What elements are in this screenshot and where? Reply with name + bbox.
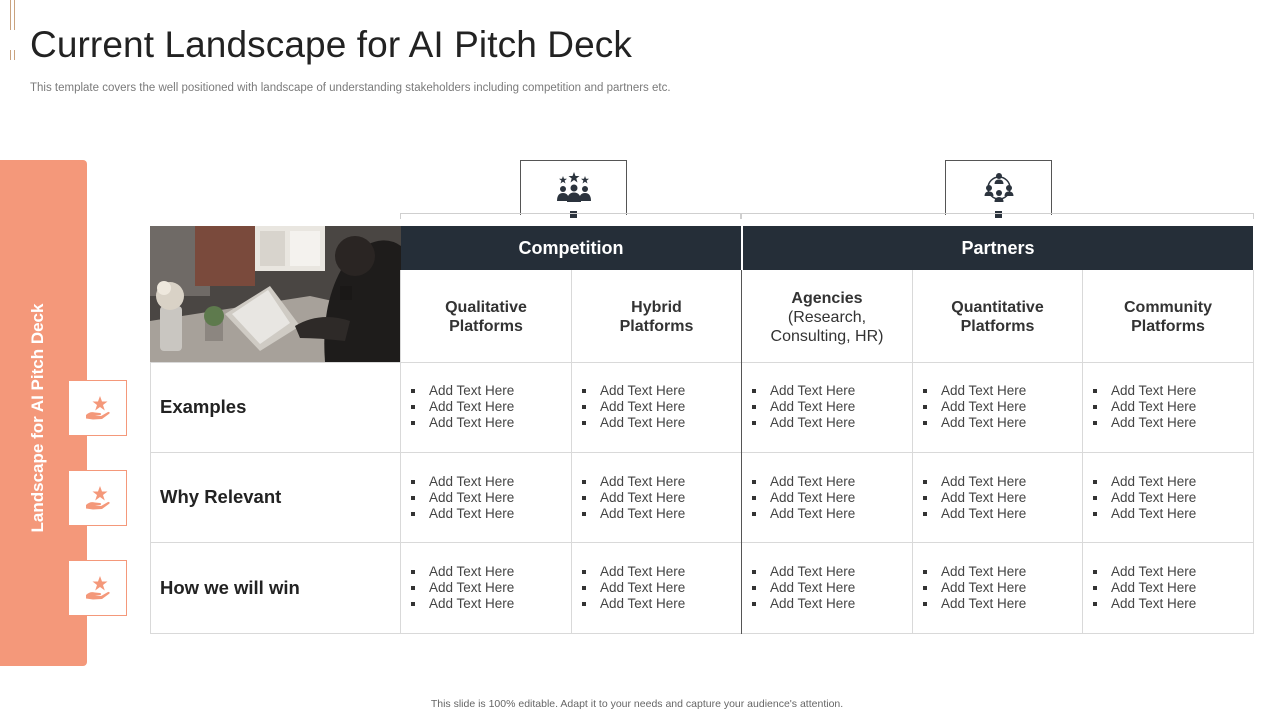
grid-line <box>150 362 151 634</box>
table-cell <box>1091 362 1241 452</box>
row-label-how-we-will-win: How we will win <box>160 577 300 598</box>
bullet-icon <box>752 586 756 590</box>
column-header-qualitative <box>401 272 571 362</box>
column-header-agencies <box>742 272 912 362</box>
bullet-icon <box>752 405 756 409</box>
column-header-line: Quantitative <box>951 299 1044 316</box>
bullet-icon <box>923 405 927 409</box>
bullet-item: Add Text Here <box>921 383 1071 399</box>
grid-line <box>150 633 1254 634</box>
group-header-competition <box>401 226 741 270</box>
row-label-examples: Examples <box>160 396 247 417</box>
bullet-icon <box>752 421 756 425</box>
hand-star-icon <box>83 393 113 423</box>
bullet-item: Add Text Here <box>1091 399 1241 415</box>
bullet-item: Add Text Here <box>750 415 900 431</box>
bullet-icon <box>923 586 927 590</box>
bullet-item: Add Text Here <box>750 596 900 612</box>
row-icon-examples <box>68 380 127 436</box>
column-header-line: Platforms <box>619 318 694 335</box>
table-cell <box>580 362 730 452</box>
table-cell <box>409 453 559 543</box>
bullet-item: Add Text Here <box>750 474 900 490</box>
bullet-item: Add Text Here <box>750 506 900 522</box>
table-cell <box>580 453 730 543</box>
bullet-icon <box>411 405 415 409</box>
page-title: Current Landscape for AI Pitch Deck <box>30 24 632 65</box>
bullet-item: Add Text Here <box>750 580 900 596</box>
footer-note: This slide is 100% editable. Adapt it to your needs and capture your audience's attention. <box>430 698 844 710</box>
bullet-item: Add Text Here <box>921 474 1071 490</box>
bullet-item: Add Text Here <box>409 415 559 431</box>
column-header-line: Hybrid <box>631 299 682 316</box>
bullet-item: Add Text Here <box>1091 383 1241 399</box>
bullet-item: Add Text Here <box>409 564 559 580</box>
bullet-item: Add Text Here <box>409 490 559 506</box>
bullet-item: Add Text Here <box>580 415 730 431</box>
bullet-item: Add Text Here <box>750 490 900 506</box>
bullet-item: Add Text Here <box>921 490 1071 506</box>
bullet-icon <box>582 496 586 500</box>
bullet-item: Add Text Here <box>580 383 730 399</box>
column-header-quantitative <box>913 272 1082 362</box>
bullet-item: Add Text Here <box>921 415 1071 431</box>
hand-star-icon <box>83 483 113 513</box>
bullet-icon <box>1093 586 1097 590</box>
bullet-item: Add Text Here <box>580 399 730 415</box>
bullet-icon <box>1093 496 1097 500</box>
column-header-line: Platforms <box>449 318 523 335</box>
competition-bracket <box>400 213 741 219</box>
side-panel-label: Landscape for AI Pitch Deck <box>27 303 47 533</box>
bullet-icon <box>923 570 927 574</box>
bullet-icon <box>582 421 586 425</box>
bullet-item: Add Text Here <box>409 399 559 415</box>
column-header-line: Platforms <box>1131 318 1205 335</box>
bullet-icon <box>582 405 586 409</box>
bullet-icon <box>1093 512 1097 516</box>
corner-decoration <box>10 0 18 62</box>
bullet-icon <box>411 389 415 393</box>
grid-line <box>1253 270 1254 634</box>
table-cell <box>750 543 900 633</box>
bullet-item: Add Text Here <box>1091 580 1241 596</box>
bullet-item: Add Text Here <box>409 596 559 612</box>
hand-star-icon <box>83 573 113 603</box>
bullet-icon <box>752 512 756 516</box>
bullet-item: Add Text Here <box>580 564 730 580</box>
bullet-item: Add Text Here <box>1091 564 1241 580</box>
group-header-partners <box>743 226 1253 270</box>
partners-bracket <box>741 213 1254 219</box>
bullet-item: Add Text Here <box>409 580 559 596</box>
bullet-icon <box>923 512 927 516</box>
bullet-icon <box>752 496 756 500</box>
bullet-icon <box>582 480 586 484</box>
bullet-item: Add Text Here <box>921 564 1071 580</box>
bullet-item: Add Text Here <box>921 506 1071 522</box>
bullet-icon <box>752 602 756 606</box>
bullet-icon <box>1093 389 1097 393</box>
table-cell <box>921 453 1071 543</box>
bullet-icon <box>582 586 586 590</box>
bullet-icon <box>923 421 927 425</box>
bullet-item: Add Text Here <box>580 580 730 596</box>
table-cell <box>580 543 730 633</box>
table-cell <box>1091 543 1241 633</box>
column-header-hybrid <box>572 272 741 362</box>
bullet-item: Add Text Here <box>921 399 1071 415</box>
bullet-icon <box>582 389 586 393</box>
column-header-line: Agencies <box>791 289 863 307</box>
bullet-icon <box>1093 602 1097 606</box>
row-icon-why-relevant <box>68 470 127 526</box>
bullet-icon <box>582 512 586 516</box>
table-cell <box>1091 453 1241 543</box>
column-header-line: Platforms <box>960 318 1035 335</box>
bullet-icon <box>752 570 756 574</box>
table-cell <box>409 362 559 452</box>
bullet-icon <box>582 570 586 574</box>
column-header-line: Community <box>1124 299 1212 316</box>
table-cell <box>921 362 1071 452</box>
bullet-icon <box>752 480 756 484</box>
bullet-item: Add Text Here <box>1091 506 1241 522</box>
bullet-item: Add Text Here <box>1091 474 1241 490</box>
bullet-item: Add Text Here <box>1091 596 1241 612</box>
bullet-item: Add Text Here <box>580 506 730 522</box>
bullet-icon <box>411 602 415 606</box>
bullet-item: Add Text Here <box>409 474 559 490</box>
bullet-item: Add Text Here <box>1091 490 1241 506</box>
bullet-icon <box>923 389 927 393</box>
bullet-item: Add Text Here <box>580 596 730 612</box>
row-label-why-relevant: Why Relevant <box>160 486 282 507</box>
bullet-icon <box>1093 480 1097 484</box>
bullet-icon <box>411 512 415 516</box>
bullet-icon <box>1093 405 1097 409</box>
table-cell <box>409 543 559 633</box>
partners-icon-box <box>945 160 1052 215</box>
row-icon-how-we-win <box>68 560 127 616</box>
bullet-icon <box>411 421 415 425</box>
bullet-icon <box>411 496 415 500</box>
bullet-item: Add Text Here <box>409 383 559 399</box>
group-network-icon <box>982 171 1016 205</box>
office-photo <box>150 226 401 362</box>
bullet-item: Add Text Here <box>580 474 730 490</box>
table-cell <box>921 543 1071 633</box>
group-header-label: Competition <box>518 237 624 258</box>
bullet-item: Add Text Here <box>750 564 900 580</box>
bullet-item: Add Text Here <box>409 506 559 522</box>
column-header-community <box>1083 272 1253 362</box>
bullet-icon <box>411 480 415 484</box>
bullet-icon <box>923 480 927 484</box>
bullet-item: Add Text Here <box>921 596 1071 612</box>
table-cell <box>750 362 900 452</box>
table-cell <box>750 453 900 543</box>
bullet-item: Add Text Here <box>750 383 900 399</box>
bullet-item: Add Text Here <box>1091 415 1241 431</box>
column-header-line: Qualitative <box>445 299 527 316</box>
bullet-icon <box>923 602 927 606</box>
bullet-icon <box>411 586 415 590</box>
bullet-item: Add Text Here <box>580 490 730 506</box>
group-header-label: Partners <box>961 237 1035 258</box>
bullet-icon <box>411 570 415 574</box>
competition-icon-box <box>520 160 627 215</box>
bullet-item: Add Text Here <box>750 399 900 415</box>
bullet-icon <box>1093 570 1097 574</box>
column-header-line: Consulting, HR) <box>770 327 884 345</box>
bullet-icon <box>582 602 586 606</box>
column-header-line: (Research, <box>787 308 867 326</box>
bullet-icon <box>923 496 927 500</box>
bullet-icon <box>752 389 756 393</box>
bullet-icon <box>1093 421 1097 425</box>
bullet-item: Add Text Here <box>921 580 1071 596</box>
page-subtitle: This template covers the well positioned with landscape of understanding stakeholders including competition and partners etc. <box>30 82 671 94</box>
team-stars-icon <box>556 171 592 205</box>
